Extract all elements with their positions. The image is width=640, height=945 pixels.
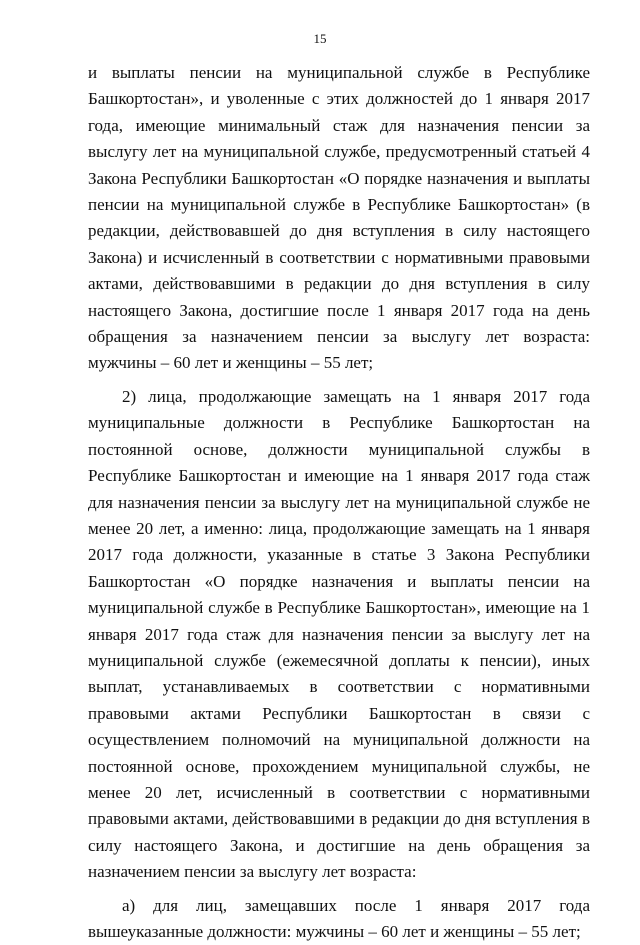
paragraph-continuation: и выплаты пенсии на муниципальной службе в Республике Башкортостан», и уволенные с этих должностей до 1 января 2017 года, имеющие минимальный стаж для назначения пенсии за выслугу лет на муниципальной службе, предусмотренный статьей 4 Закона Республики Башкортостан «О порядке назначения и выплаты пенсии на муниципальной службе в Республике Башкортостан» (в редакции, действовавшей до дня вступления в силу настоящего Закона) и исчисленный в соответствии с нормативными правовыми актами, действовавшими в редакции до дня вступления в силу настоящего Закона, достигшие после 1 января 2017 года на день обращения за назначением пенсии за выслугу лет возраста: мужчины – 60 лет и женщины – 55 лет; — [88, 63, 590, 373]
paragraph-item-2: 2) лица, продолжающие замещать на 1 января 2017 года муниципальные должности в Республике Башкортостан на постоянной основе, должности муниципальной службы в Республике Башкортостан и имеющие на 1 января 2017 года стаж для назначения пенсии за выслугу лет на муниципальной службе не менее 20 лет, а именно: лица, продолжающие замещать на 1 января 2017 года должности, указанные в статье 3 Закона Республики Башкортостан «О порядке назначения и выплаты пенсии на муниципальной службе в Республике Башкортостан», имеющие на 1 января 2017 года стаж для назначения пенсии за выслугу лет на муниципальной службе (ежемесячной доплаты к пенсии), иных выплат, устанавливаемых в соответствии с нормативными правовыми актами Республики Башкортостан в связи с осуществлением полномочий на муниципальной должности на постоянной основе, прохождением муниципальной службы, не менее 20 лет, исчисленный в соответствии с нормативными правовыми актами, действовавшими в редакции до дня вступления в силу настоящего Закона, и достигшие на день обращения за назначением пенсии за выслугу лет возраста: — [88, 386, 590, 882]
paragraph-subitem-a: а) для лиц, замещавших после 1 января 2017 года вышеуказанные должности: мужчины – 60 лет и женщины – 55 лет; — [88, 895, 590, 941]
page-number: 15 — [313, 31, 327, 46]
document-body — [88, 60, 590, 945]
